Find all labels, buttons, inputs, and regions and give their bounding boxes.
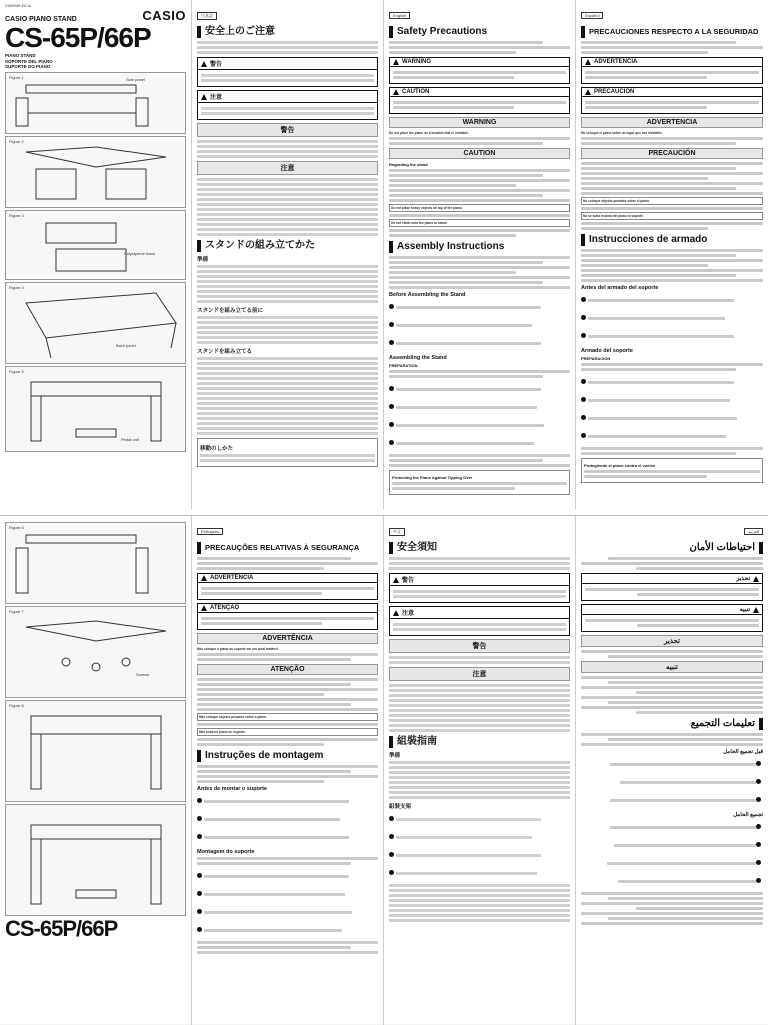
es-bar2-text: No coloque objetos pesados sobre el piano. bbox=[581, 197, 763, 205]
figure-3 bbox=[5, 210, 186, 280]
ja-before-heading: スタンドを組み立てる前に bbox=[197, 308, 264, 314]
ar-assembly-heading: تعليمات التجميع bbox=[581, 718, 763, 730]
pt-montagem-heading: Montagem do suporte bbox=[197, 849, 255, 855]
figure-1 bbox=[5, 72, 186, 134]
ja-safety-heading: 安全上のご注意 bbox=[197, 26, 378, 38]
zh-assembly-heading: 組裝指南 bbox=[389, 736, 570, 748]
zh-caution-box bbox=[389, 606, 570, 636]
portuguese-column bbox=[192, 516, 384, 1025]
es-precaucion-label: PRECAUCIÓN bbox=[594, 89, 635, 95]
figure-3-label: Figure 3 bbox=[9, 212, 24, 218]
en-bar1-text: Do not place the piano on a location that is unstable. bbox=[389, 131, 469, 135]
es-advertencia-label: ADVERTENCIA bbox=[594, 59, 638, 65]
en-assembling-heading: Assembling the Stand bbox=[389, 355, 447, 361]
es-protegiendo-box bbox=[581, 458, 763, 483]
lang-tag-ja: 日本語 bbox=[197, 12, 217, 20]
piano-mounting-illustration bbox=[6, 701, 186, 799]
pedal-unit-label: Pedal unit bbox=[121, 436, 139, 442]
pt-bar3-text: Não suba no piano ou suporte. bbox=[197, 728, 378, 736]
figure-7-label: Figure 7 bbox=[9, 609, 24, 614]
figure-4 bbox=[5, 282, 186, 364]
stand-with-piano-illustration bbox=[6, 367, 186, 449]
warning-triangle-icon bbox=[393, 577, 399, 583]
figure-6-label: Figure 6 bbox=[9, 525, 24, 530]
ar-caution-bar: تنبيه bbox=[581, 661, 763, 673]
zh-prep-heading: 準備 bbox=[389, 753, 401, 759]
ar-before-heading: قبل تجميع الحامل bbox=[723, 749, 763, 755]
figure-5 bbox=[5, 366, 186, 452]
en-safety-heading: Safety Precautions bbox=[389, 26, 570, 38]
ja-warn-bar: 警告 bbox=[197, 123, 378, 137]
lang-tag-en: English bbox=[389, 12, 410, 19]
lang-tag-es: Español bbox=[581, 12, 603, 19]
screws-label: Screws bbox=[136, 672, 150, 677]
es-safety-heading: PRECAUCIONES RESPECTO A LA SEGURIDAD bbox=[581, 26, 763, 38]
chinese-column bbox=[384, 516, 576, 1025]
es-advertencia-box bbox=[581, 57, 763, 84]
figure-2 bbox=[5, 136, 186, 208]
ar-caution-box bbox=[581, 604, 763, 632]
caution-triangle-icon bbox=[393, 610, 399, 616]
spanish-column bbox=[576, 0, 768, 509]
warning-triangle-icon bbox=[393, 59, 399, 65]
en-bar3-text: Do not climb onto the piano or stand. bbox=[389, 219, 570, 227]
en-before-heading: Before Assembling the Stand bbox=[389, 292, 466, 298]
es-bar3-text: No se suba encima del piano ni soporte. bbox=[581, 212, 763, 220]
figure-4-label: Figure 4 bbox=[9, 284, 24, 290]
ar-warning-bar: تحذير bbox=[581, 635, 763, 647]
en-caution-bar: CAUTION bbox=[389, 148, 570, 159]
es-antes-heading: Antes del armado del soporte bbox=[581, 285, 659, 291]
en-warning-box bbox=[389, 57, 570, 84]
foam-illustration bbox=[6, 211, 186, 277]
pt-atencao-bar: ATENÇÃO bbox=[197, 664, 378, 675]
caution-triangle-icon bbox=[201, 605, 207, 611]
caution-triangle-icon bbox=[585, 89, 591, 95]
ja-warn-label: 警告 bbox=[210, 62, 223, 68]
en-protecting-heading: Protecting the Piano Against Tipping Over bbox=[392, 475, 473, 480]
en-regarding-stand: Regarding the stand bbox=[389, 162, 428, 167]
figure-5-label: Figure 5 bbox=[9, 368, 24, 374]
ja-caution-bar: 注意 bbox=[197, 161, 378, 175]
figure-8 bbox=[5, 700, 186, 802]
es-precaucion-box bbox=[581, 87, 763, 114]
product-name: CASIO PIANO STAND bbox=[5, 16, 77, 23]
ja-caution-label: 注意 bbox=[210, 95, 223, 101]
top-half bbox=[0, 0, 768, 509]
model-number: CS-65P/66P bbox=[5, 22, 151, 53]
zh-caution-bar: 注意 bbox=[389, 667, 570, 681]
warning-triangle-icon bbox=[201, 61, 207, 67]
es-preparacion: PREPARACIÓN bbox=[581, 356, 611, 361]
caution-triangle-icon bbox=[201, 94, 207, 100]
ar-warning-box bbox=[581, 573, 763, 601]
pt-advertencia-box bbox=[197, 573, 378, 600]
zh-warn-bar: 警告 bbox=[389, 639, 570, 653]
pt-assembly-heading: Instruções de montagem bbox=[197, 750, 378, 762]
japanese-column bbox=[192, 0, 384, 509]
pt-safety-heading: PRECAUÇÕES RELATIVAS À SEGURANÇA bbox=[197, 542, 378, 554]
pt-bar1-text: Não coloque o piano ou suporte em um local instável. bbox=[197, 647, 279, 651]
figure-1-label: Figure 1 bbox=[9, 74, 24, 80]
portuguese-subtitle: SUPORTE DO PIANO bbox=[5, 64, 51, 69]
screws-illustration bbox=[6, 607, 186, 695]
side-panel-label: Side panel bbox=[126, 76, 145, 82]
back-panel-label: Back panel bbox=[116, 342, 136, 348]
es-bar1-text: No coloque el piano sobre un lugar que sea inestable. bbox=[581, 131, 663, 135]
es-advertencia-bar: ADVERTENCIA bbox=[581, 117, 763, 128]
pt-atencao-label: ATENÇÃO bbox=[210, 605, 240, 611]
cover-column bbox=[0, 0, 192, 509]
pt-atencao-box bbox=[197, 603, 378, 630]
zh-safety-heading: 安全須知 bbox=[389, 542, 570, 554]
lang-tag-pt: Português bbox=[197, 528, 223, 535]
bottom-half bbox=[0, 515, 768, 1025]
zh-warn-label: 警告 bbox=[402, 578, 415, 584]
zh-warning-box bbox=[389, 573, 570, 603]
spanish-subtitle: SOPORTE DEL PIANO bbox=[5, 58, 53, 64]
figures-column bbox=[0, 516, 192, 1025]
lang-tag-ar: العربية bbox=[744, 528, 763, 535]
caution-triangle-icon bbox=[753, 607, 759, 613]
es-armado-heading: Armado del soporte bbox=[581, 348, 633, 354]
english-subtitle: PIANO STAND bbox=[5, 53, 36, 58]
ja-assembly-heading: スタンドの組み立てかた bbox=[197, 240, 378, 252]
figure-6 bbox=[5, 522, 186, 604]
pt-advertencia-label: ADVERTÊNCIA bbox=[210, 575, 254, 581]
ja-warning-box bbox=[197, 57, 378, 87]
assembled-stand-illustration bbox=[6, 805, 186, 913]
ja-caution-box bbox=[197, 90, 378, 120]
ar-safety-heading: احتياطات الأمان bbox=[581, 542, 763, 554]
polystyrene-label: Polystyrene foam bbox=[124, 250, 155, 256]
side-panels-illustration bbox=[6, 523, 186, 601]
pt-advertencia-bar: ADVERTÊNCIA bbox=[197, 633, 378, 644]
stand-parts-illustration bbox=[6, 73, 186, 131]
en-bar2-text: Do not place heavy objects on top of the piano. bbox=[389, 204, 570, 212]
warning-triangle-icon bbox=[753, 576, 759, 582]
casio-logo: CASIO bbox=[142, 8, 186, 23]
doc-code: CS65P66P-ES-1A bbox=[5, 4, 32, 8]
warning-triangle-icon bbox=[585, 59, 591, 65]
en-protecting-box bbox=[389, 470, 570, 495]
lang-tag-zh: 中文 bbox=[389, 528, 405, 536]
caution-triangle-icon bbox=[393, 89, 399, 95]
panel-assembly-illustration bbox=[6, 137, 186, 205]
en-warning-bar: WARNING bbox=[389, 117, 570, 128]
pt-antes-heading: Antes de montar o suporte bbox=[197, 786, 267, 792]
ja-prep-heading: 準備 bbox=[197, 257, 209, 263]
en-caution-box bbox=[389, 87, 570, 114]
es-precaucion-bar: PRECAUCIÓN bbox=[581, 148, 763, 159]
ar-assemble-heading: تجميع الحامل bbox=[733, 812, 763, 818]
figure-2-label: Figure 2 bbox=[9, 138, 24, 144]
pt-bar2-text: Não coloque objetos pesados sobre o piano. bbox=[197, 713, 378, 721]
english-column bbox=[384, 0, 576, 509]
figure-extra bbox=[5, 804, 186, 916]
figure-7 bbox=[5, 606, 186, 698]
figure-8-label: Figure 8 bbox=[9, 703, 24, 708]
ar-warning-label: تحذير bbox=[736, 576, 750, 582]
ar-caution-label: تنبيه bbox=[739, 607, 750, 613]
warning-triangle-icon bbox=[201, 575, 207, 581]
back-panel-illustration bbox=[6, 283, 186, 361]
en-assembly-heading: Assembly Instructions bbox=[389, 241, 570, 253]
ja-move-heading: 移動のしかた bbox=[200, 446, 234, 452]
es-assembly-heading: Instrucciones de armado bbox=[581, 234, 763, 246]
zh-assemble-heading: 組裝支架 bbox=[389, 804, 412, 810]
en-caution-label: CAUTION bbox=[402, 89, 430, 95]
model-number-bottom: CS-65P/66P bbox=[5, 916, 118, 941]
ja-assemble-heading: スタンドを組み立てる bbox=[197, 349, 253, 355]
en-warning-label: WARNING bbox=[402, 59, 431, 65]
arabic-column bbox=[576, 516, 768, 1025]
en-preparation: PREPARATION bbox=[389, 363, 418, 368]
zh-caution-label: 注意 bbox=[402, 611, 415, 617]
es-protegiendo-heading: Protegiendo el piano contra el vuelco bbox=[584, 463, 656, 468]
ja-move-box bbox=[197, 438, 378, 467]
